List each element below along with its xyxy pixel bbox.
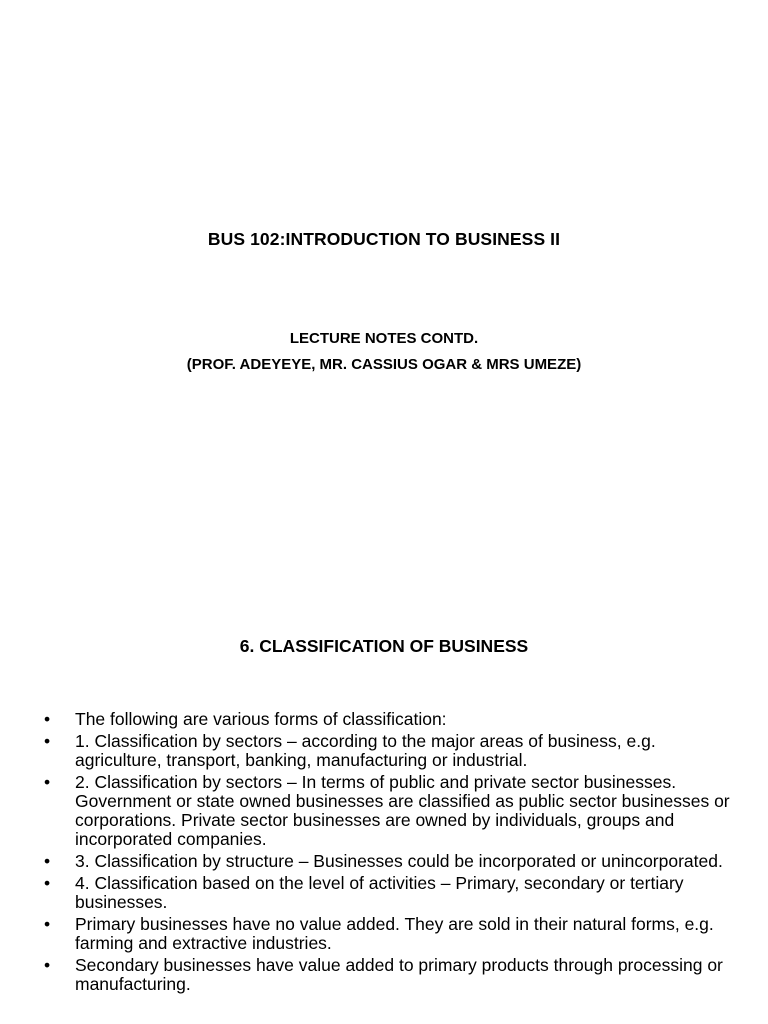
bullet-text: Primary businesses have no value added. They are sold in their natural forms, e.g. farming and extractive industries. — [75, 914, 714, 953]
bullet-item — [44, 915, 744, 953]
section-heading: 6. CLASSIFICATION OF BUSINESS — [239, 636, 529, 656]
bullet-item — [44, 710, 744, 729]
bullet-item — [44, 956, 744, 994]
bullet-item — [44, 732, 744, 770]
lecture-notes-label: LECTURE NOTES CONTD. — [289, 330, 479, 347]
classification-bullet-list — [44, 710, 744, 997]
bullet-item — [44, 773, 744, 849]
bullet-icon: • — [44, 709, 51, 729]
authors-line: (PROF. ADEYEYE, MR. CASSIUS OGAR & MRS UMEZE) — [186, 356, 582, 373]
bullet-text: The following are various forms of classification: — [75, 709, 447, 729]
bullet-icon: • — [44, 772, 51, 792]
bullet-icon: • — [44, 851, 51, 871]
bullet-item — [44, 874, 744, 912]
bullet-text: Secondary businesses have value added to primary products through processing or manufacturing. — [75, 955, 723, 994]
bullet-text: 3. Classification by structure – Businesses could be incorporated or unincorporated. — [75, 851, 723, 871]
bullet-text: 2. Classification by sectors – In terms of public and private sector businesses. Government or state owned businesses are classified as public sector businesses or corporations. Private sector businesses are owned by individuals, groups and incorporated companies. — [75, 772, 730, 849]
bullet-text: 4. Classification based on the level of activities – Primary, secondary or tertiary businesses. — [75, 873, 684, 912]
bullet-text: 1. Classification by sectors – according to the major areas of business, e.g. agriculture, transport, banking, manufacturing or industrial. — [75, 731, 656, 770]
bullet-icon: • — [44, 731, 51, 751]
bullet-icon: • — [44, 914, 51, 934]
bullet-icon: • — [44, 955, 51, 975]
bullet-item — [44, 852, 744, 871]
bullet-icon: • — [44, 873, 51, 893]
document-title: BUS 102:INTRODUCTION TO BUSINESS II — [207, 229, 561, 249]
